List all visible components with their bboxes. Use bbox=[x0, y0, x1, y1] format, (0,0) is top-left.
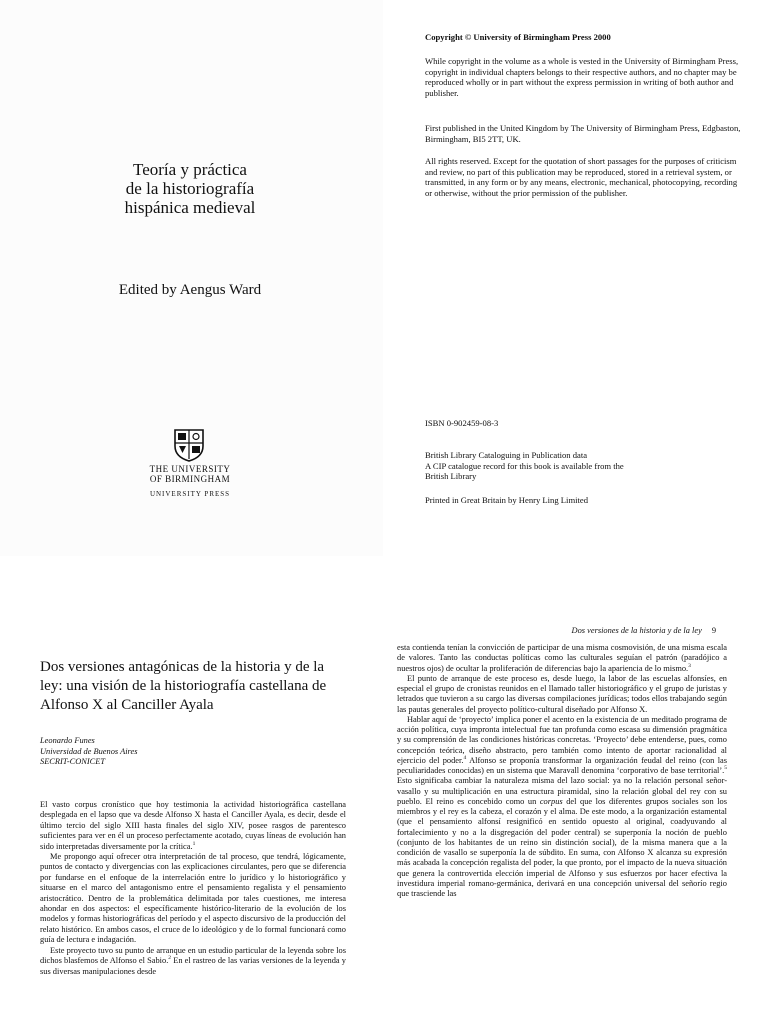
cip-line: British Library bbox=[425, 471, 477, 482]
university-name-line: OF BIRMINGHAM bbox=[149, 474, 231, 484]
paragraph bbox=[40, 800, 346, 852]
author-affiliation: SECRIT-CONICET bbox=[40, 757, 105, 766]
author-affiliation: Universidad de Buenos Aires bbox=[40, 746, 138, 756]
article-title: Dos versiones antagónicas de la historia y de la ley: una visión de la historiografía castellana de Alfonso X al Canciller Ayala bbox=[40, 659, 327, 713]
page-number: 9 bbox=[711, 626, 716, 635]
footnote-marker: 4 bbox=[463, 754, 467, 761]
copyright-page bbox=[387, 0, 768, 556]
page9-body bbox=[397, 643, 727, 899]
printer-line: Printed in Great Britain by Henry Ling Limited bbox=[425, 495, 589, 505]
publication-paragraph: First published in the United Kingdom by The University of Birmingham Press, Edgbaston, Birmingham, BI5 2TT, UK. bbox=[425, 123, 741, 144]
book-title-line: hispánica medieval bbox=[124, 198, 256, 217]
paragraph-text: Hablar aquí de ‘proyecto’ implica poner el acento en la existencia de un meditado programa de acción política, cuya impronta intelectual fue tan profunda como escasa su dimensión pragmática y su comprensión de las condiciones históricas concretas. ‘Proyecto’ debe entenderse, pues, como concepción teórica, diseño abstracto, pero también como intento de aportar racionalidad al ejercicio del poder. bbox=[397, 714, 727, 765]
italic-term: corpus bbox=[539, 796, 563, 806]
author-block bbox=[40, 736, 340, 768]
paragraph bbox=[397, 643, 727, 674]
running-head-text: Dos versiones de la historia y de la ley bbox=[571, 626, 702, 635]
rights-paragraph: All rights reserved. Except for the quotation of short passages for the purposes of criticism and review, no part of this publication may be reproduced, stored in a retrieval system, or transmitted, in any form or by any means, electronic, mechanical, photocopying, recording or otherwise, without the prior permission of the publisher. bbox=[425, 156, 738, 198]
isbn: ISBN 0-902459-08-3 bbox=[425, 418, 499, 428]
paragraph: El punto de arranque de este proceso es, desde luego, la labor de las escuelas alfonsíes, en especial el grupo de cronistas reunidos en el llamado taller historiográfico y el grupo de juristas y letrados que tuvieron a su cargo las diversas compilaciones jurídicas; todos ellos trabajando según las pautas generales del proyecto político-cultural diseñado por Alfonso X. bbox=[397, 673, 727, 714]
article-body bbox=[40, 800, 346, 977]
editor-credit: Edited by Aengus Ward bbox=[118, 282, 262, 298]
book-title bbox=[60, 160, 320, 217]
paragraph-text: Esto significaba cambiar la naturaleza misma del lazo social: ya no la relación personal señor-vasallo y su multiplicación en una estructura piramidal, sino la relación global del rey con su pueblo. El reino es concebido como un bbox=[397, 776, 727, 806]
paragraph-text: El vasto corpus cronístico que hoy testimonia la actividad historiográfica castellana desplegada en el lapso que va desde Alfonso X hasta el Canciller Ayala, es decir, desde el último tercio del siglo XIII hasta finales del siglo XIV, posee rasgos de parentesco suficientes para ver en él un proceso perfectamente acotado, cuyas líneas de evolución han sido interpretadas diversamente por la crítica. bbox=[40, 800, 346, 851]
paragraph-text: Este proyecto tuvo su punto de arranque en un estudio particular de la leyenda sobre los dichos blasfemos de Alfonso el Sabio. bbox=[40, 945, 346, 966]
cip-line: A CIP catalogue record for this book is available from the bbox=[425, 460, 624, 471]
paragraph: Me propongo aquí ofrecer otra interpretación de tal proceso, que tendrá, lógicamente, puntos de contacto y divergencias con las explicaciones circulantes, pero que se diferencia por fundarse en el enfoque de la interrelación entre lo jurídico y lo historiográfico y situarse en el marco del antagonismo entre el pensamiento regalista y el pensamiento aristocrático. Dentro de la problemática delimitada por tales cuestiones, me interesa ahondar en dos aspectos: el específicamente histórico-literario de la evolución de los modelos y formas historiográficas del período y el aspecto discursivo de la producción del relato histórico. En ambos casos, el cruce de lo ideológico y de lo formal funcionará como guía de lectura e indagación. bbox=[40, 852, 346, 945]
footnote-marker: 1 bbox=[192, 840, 196, 847]
copyright-paragraph: While copyright in the volume as a whole is vested in the University of Birmingham Press, copyright in individual chapters belongs to their respective authors, and no chapter may be reproduced wholly or in part without the express permission in writing of both author and publisher. bbox=[425, 56, 739, 98]
paragraph-text: del que los diferentes grupos sociales son los miembros y el rey es la cabeza, el corazón y el alma. De este modo, a la organización estamental (que el pensamiento alfonsí resignificó en sentido opuesto al original, coadyuvando al fortalecimiento y no a la disgregación del poder central) se superponía la noción de pueblo (conjunto de los habitantes de un reino sin distinción social), de la misma manera que a la condición de vasallo se superponía la de súbdito. En suma, con Alfonso X alcanza su expresión más acabada la concepción regalista del poder, la que pronto, por el impacto de la nueva situación que genera la controvertida elección imperial de Alfonso y sus esfuerzos por hacer efectiva la investidura imperial romano-germánica, derivará en una concepción universal del señorío regio que trasciende las bbox=[397, 796, 727, 898]
university-crest-icon bbox=[172, 428, 206, 462]
cip-block bbox=[425, 450, 743, 482]
paragraph-text: Alfonso se proponía transformar la organización feudal del reino (con las peculiaridades conocidas) en un sistema que Maravall denomina ‘corporativo de base territorial’. bbox=[397, 755, 727, 775]
book-title-line: Teoría y práctica bbox=[133, 160, 247, 179]
university-name bbox=[90, 464, 290, 484]
running-head bbox=[572, 626, 716, 635]
university-name-line: THE UNIVERSITY bbox=[149, 464, 231, 474]
cip-line: British Library Cataloguing in Publication data bbox=[425, 450, 588, 460]
paragraph bbox=[40, 946, 346, 977]
copyright-line: Copyright © University of Birmingham Press 2000 bbox=[425, 32, 611, 42]
paragraph bbox=[397, 715, 727, 900]
paragraph-text: En el rastreo de las varias versiones de la leyenda y sus diversas manipulaciones desde bbox=[40, 956, 346, 976]
author-name: Leonardo Funes bbox=[40, 736, 95, 745]
footnote-marker: 3 bbox=[688, 662, 691, 669]
footnote-marker: 2 bbox=[168, 955, 172, 962]
book-title-line: de la historiografía bbox=[125, 179, 255, 198]
paragraph-text: esta contienda tenían la convicción de participar de una misma cosmovisión, de una misma escala de valores. Tanto las conductas políticas como las culturales seguían el patrón (paradójico a nuestros ojos) de ocultar la proliferación de diferencias bajo la apariencia de lo mismo. bbox=[397, 643, 727, 673]
footnote-marker: 5 bbox=[724, 765, 727, 772]
title-page bbox=[0, 0, 383, 556]
press-name: UNIVERSITY PRESS bbox=[149, 490, 231, 498]
